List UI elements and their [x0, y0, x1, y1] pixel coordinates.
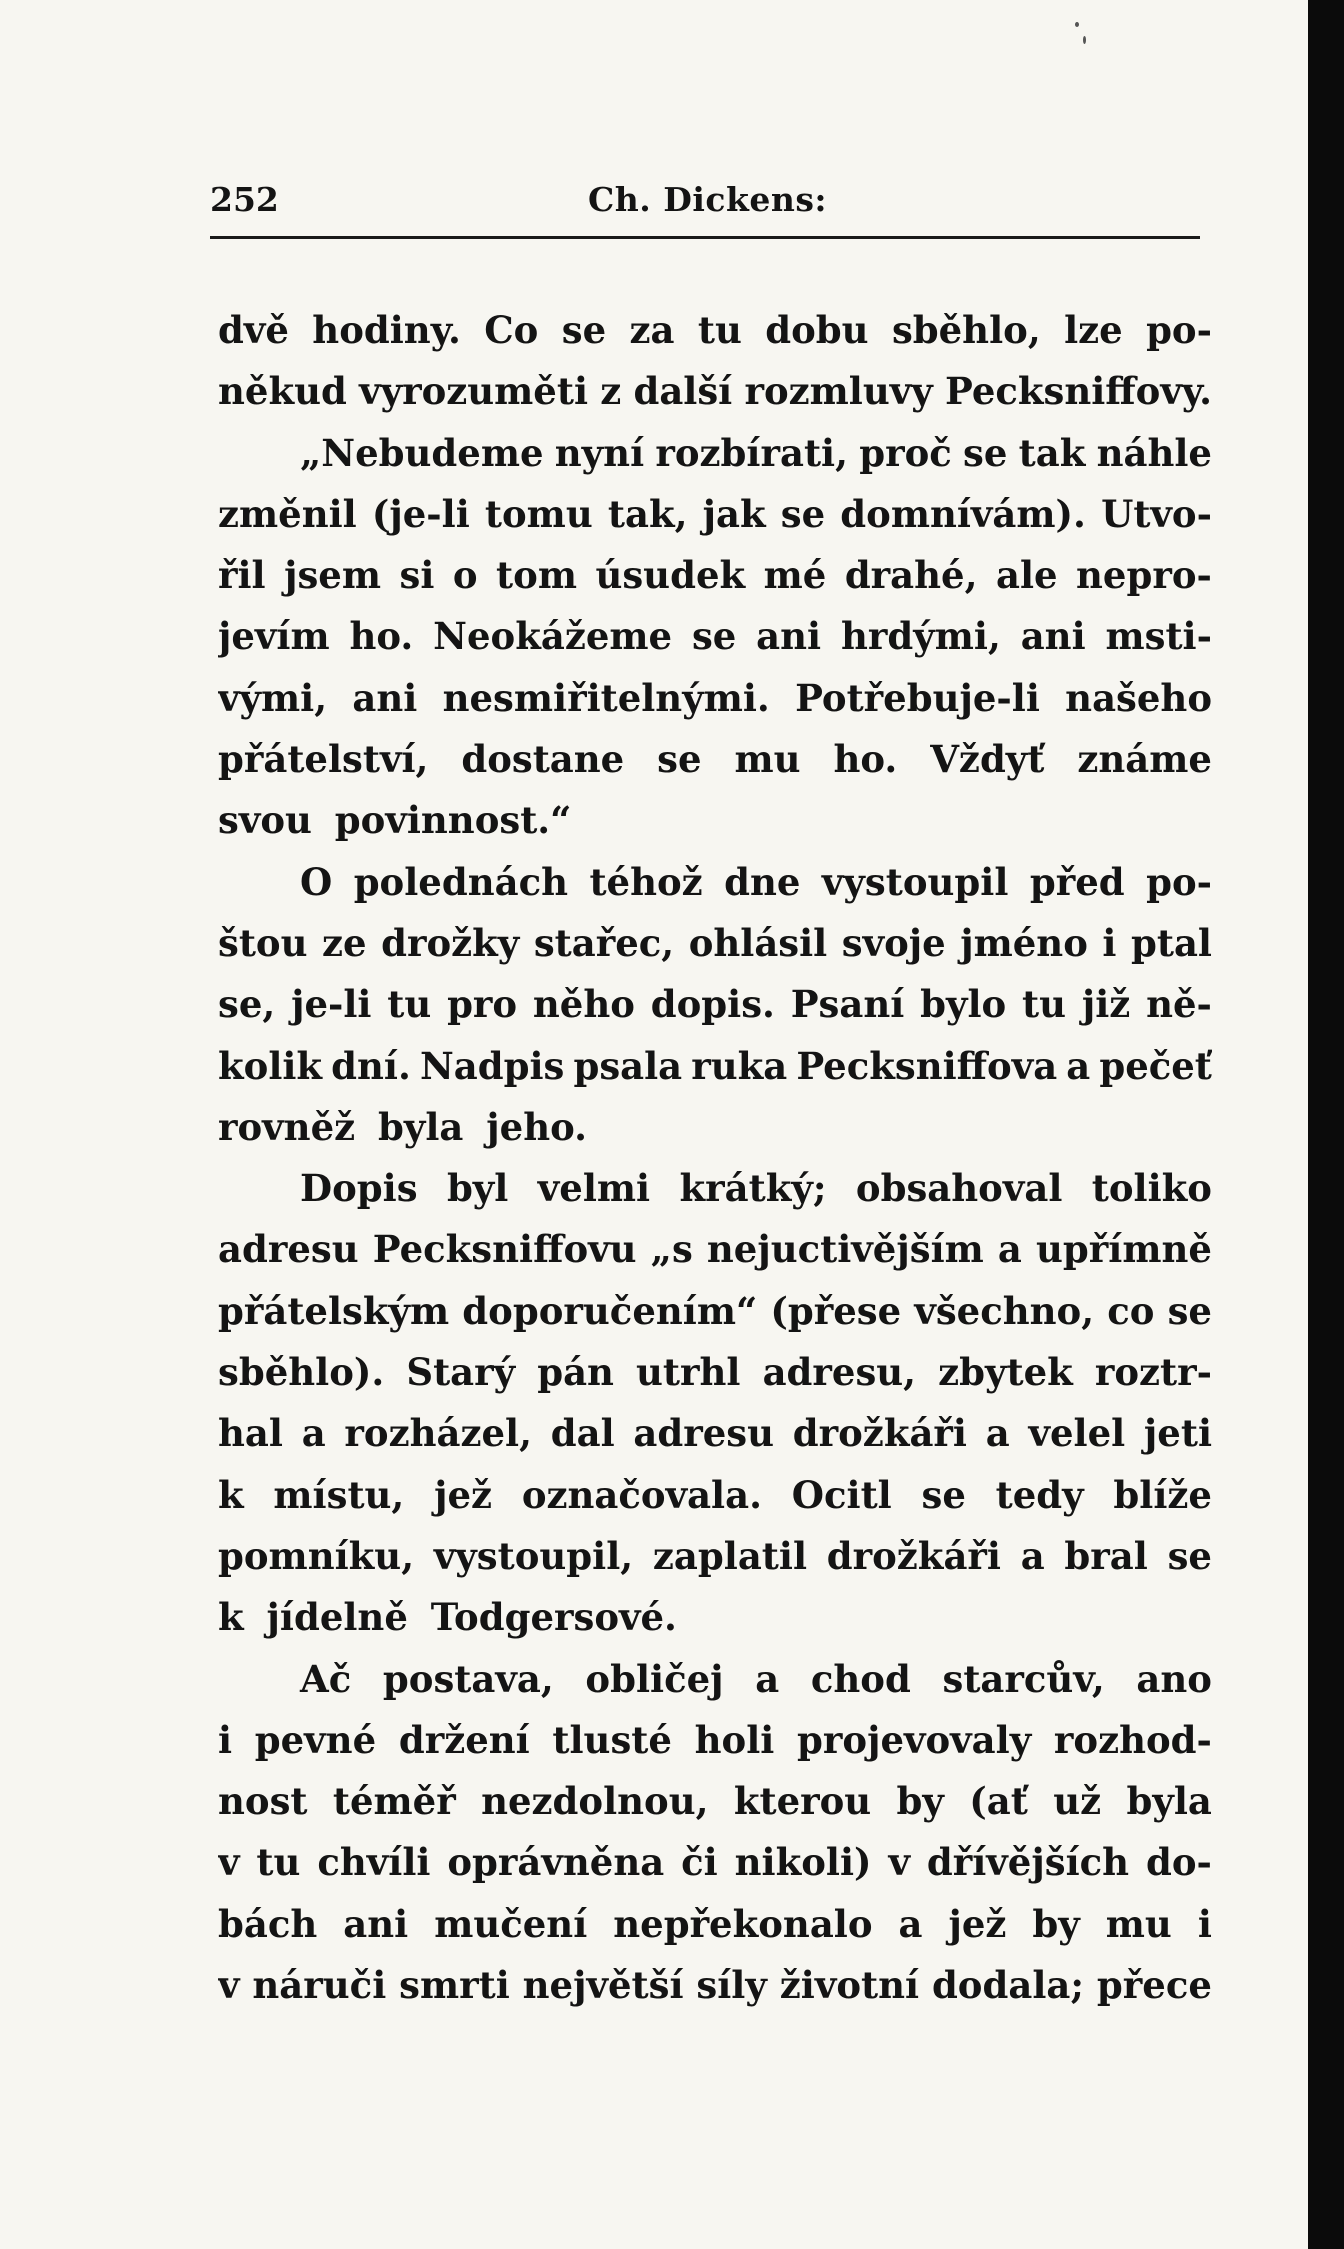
- paper-speck: [1083, 36, 1086, 44]
- text-line: O polednách téhož dne vystoupil před po-: [300, 859, 1212, 904]
- text-line: hal a rozházel, dal adresu drožkáři a velel jeti: [218, 1411, 1212, 1456]
- text-line: sběhlo). Starý pán utrhl adresu, zbytek roztr-: [218, 1350, 1212, 1395]
- text-line: k místu, jež označovala. Ocitl se tedy blíže: [218, 1472, 1212, 1517]
- header-rule: [210, 236, 1200, 239]
- body-text: [218, 300, 1212, 2016]
- paper-speck: [1075, 22, 1079, 27]
- text-line: k jídelně Todgersové.: [218, 1595, 677, 1640]
- text-line: změnil (je-li tomu tak, jak se domnívám). Utvo-: [218, 491, 1212, 536]
- text-line: Dopis byl velmi krátký; obsahoval toliko: [300, 1166, 1212, 1211]
- text-line: štou ze drožky stařec, ohlásil svoje jméno i ptal: [218, 920, 1212, 965]
- page-header: [210, 180, 1200, 224]
- text-line: se, je-li tu pro něho dopis. Psaní bylo tu již ně-: [218, 982, 1212, 1027]
- text-line: přátelství, dostane se mu ho. Vždyť známe: [218, 737, 1212, 782]
- text-line: v náruči smrti největší síly životní dodala; přece: [218, 1963, 1212, 2008]
- scan-edge: [1308, 0, 1344, 2249]
- text-line: kolik dní. Nadpis psala ruka Pecksniffova a pečeť: [218, 1043, 1212, 1088]
- text-line: rovněž byla jeho.: [218, 1104, 588, 1149]
- text-line: někud vyrozuměti z další rozmluvy Pecksniffovy.: [218, 369, 1212, 414]
- text-line: dvě hodiny. Co se za tu dobu sběhlo, lze po-: [218, 308, 1212, 352]
- text-line: adresu Pecksniffovu „s nejuctivějším a upřímně: [218, 1227, 1212, 1272]
- text-line: vými, ani nesmiřitelnými. Potřebuje-li našeho: [218, 675, 1212, 720]
- text-line: jevím ho. Neokážeme se ani hrdými, ani msti-: [218, 614, 1212, 659]
- text-line: Ač postava, obličej a chod starcův, ano: [300, 1656, 1212, 1701]
- text-line: „Nebudeme nyní rozbírati, proč se tak náhle: [300, 430, 1212, 475]
- text-line: i pevné držení tlusté holi projevovaly rozhod-: [218, 1717, 1212, 1762]
- text-line: nost téměř nezdolnou, kterou by (ať už byla: [218, 1779, 1212, 1824]
- text-line: pomníku, vystoupil, zaplatil drožkáři a bral se: [218, 1533, 1212, 1578]
- running-head: Ch. Dickens:: [588, 180, 828, 219]
- text-line: v tu chvíli oprávněna či nikoli) v dřívějších do-: [218, 1840, 1212, 1885]
- text-line: bách ani mučení nepřekonalo a jež by mu i: [218, 1901, 1212, 1946]
- text-line: řil jsem si o tom úsudek mé drahé, ale nepro-: [218, 553, 1212, 598]
- page-number: 252: [210, 180, 279, 219]
- text-line: svou povinnost.“: [218, 798, 572, 843]
- text-line: přátelským doporučením“ (přese všechno, co se: [218, 1288, 1212, 1333]
